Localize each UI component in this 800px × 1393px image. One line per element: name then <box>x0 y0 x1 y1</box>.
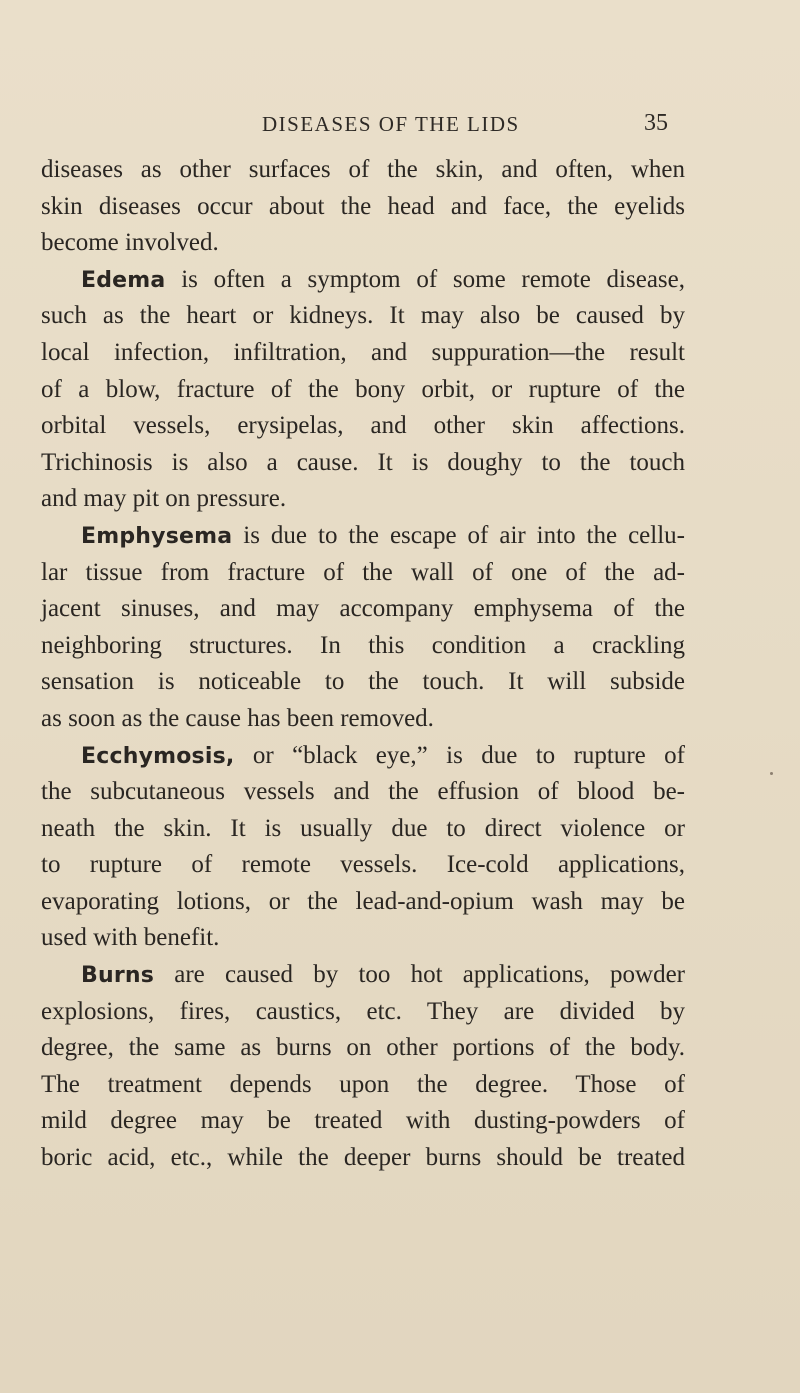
text-line-13: jacent sinuses, and may accompany emphysema of the <box>41 595 685 623</box>
text-line-4: Edema is often a symptom of some remote disease, <box>81 265 685 293</box>
text-line-18: the subcutaneous vessels and the effusion of blood be- <box>41 778 685 806</box>
running-title: DISEASES OF THE LIDS <box>262 112 520 136</box>
running-head <box>0 112 800 142</box>
text-line-1: diseases as other surfaces of the skin, and often, when <box>41 156 685 183</box>
text-line-9: Trichinosis is also a cause. It is doughy to the touch <box>41 448 685 476</box>
text-line-20: to rupture of remote vessels. Ice-cold applications, <box>41 851 685 879</box>
term-edema: Edema <box>81 267 166 293</box>
text-line-7: of a blow, fracture of the bony orbit, or rupture of the <box>41 375 685 403</box>
text-line-5: such as the heart or kidneys. It may also be caused by <box>41 302 685 330</box>
text-line-26: The treatment depends upon the degree. Those of <box>41 1070 685 1098</box>
text-line-24: explosions, fires, caustics, etc. They are divided by <box>41 997 685 1025</box>
text-line-3: become involved. <box>41 229 219 257</box>
text-line-15: sensation is noticeable to the touch. It will subside <box>41 668 685 696</box>
text-line-6: local infection, infiltration, and suppuration—the result <box>41 338 685 366</box>
term-burns: Burns <box>81 963 155 989</box>
term-emphysema: Emphysema <box>81 523 233 549</box>
text-line-12: lar tissue from fracture of the wall of one of the ad- <box>41 558 685 586</box>
term-ecchymosis: Ecchymosis, <box>81 743 235 769</box>
text-line-27: mild degree may be treated with dusting-powders of <box>41 1107 685 1135</box>
text-line-11: Emphysema is due to the escape of air into the cellu- <box>81 521 685 549</box>
text-line-8: orbital vessels, erysipelas, and other skin affections. <box>41 412 685 440</box>
text-line-25: degree, the same as burns on other portions of the body. <box>41 1034 685 1062</box>
text-line-2: skin diseases occur about the head and face, the eyelids <box>41 192 685 220</box>
text-line-21: evaporating lotions, or the lead-and-opium wash may be <box>41 887 685 915</box>
paper-speck <box>770 772 773 775</box>
text-line-14: neighboring structures. In this condition a crackling <box>41 631 685 659</box>
text-line-17: Ecchymosis, or “black eye,” is due to rupture of <box>81 741 685 769</box>
body-text <box>41 152 685 1177</box>
page-number: 35 <box>644 110 668 136</box>
text-line-23: Burns are caused by too hot applications, powder <box>81 961 685 989</box>
text-line-22: used with benefit. <box>41 924 220 952</box>
text-line-10: and may pit on pressure. <box>41 485 287 513</box>
text-line-19: neath the skin. It is usually due to direct violence or <box>41 814 685 842</box>
text-line-16: as soon as the cause has been removed. <box>41 704 434 732</box>
text-line-28: boric acid, etc., while the deeper burns should be treated <box>41 1144 685 1172</box>
